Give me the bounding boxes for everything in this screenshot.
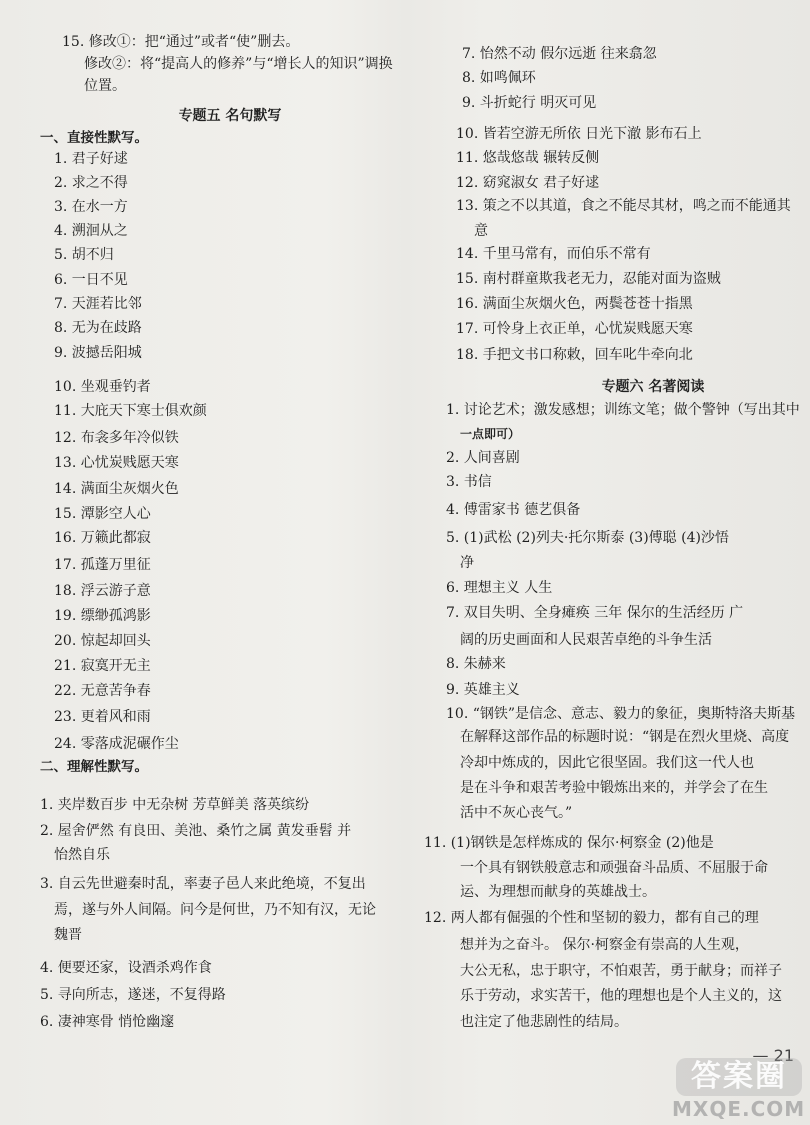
answer-line: 4. 溯洄从之 — [54, 223, 128, 239]
answer-line: 焉，遂与外人间隔。问今是何世，乃不知有汉，无论 — [54, 902, 376, 918]
answer-line: 14. 满面尘灰烟火色 — [54, 481, 179, 497]
answer-line: 一点即可） — [460, 427, 521, 441]
page-number: — 21 — [752, 1046, 794, 1065]
answer-line: 6. 一日不见 — [54, 272, 128, 288]
answer-line: 冷却中炼成的，因此它很坚固。我们这一代人也 — [460, 755, 754, 771]
answer-line: 3. 书信 — [446, 474, 492, 490]
answer-line: 净 — [460, 555, 474, 571]
answer-line: 20. 惊起却回头 — [54, 633, 151, 649]
answer-line: 魏晋 — [54, 927, 82, 943]
answer-line: 意 — [474, 223, 488, 239]
answer-line: 16. 满面尘灰烟火色，两鬓苍苍十指黑 — [456, 296, 693, 312]
answer-line: 运、为理想而献身的英雄战士。 — [460, 884, 656, 900]
answer-line: 15. 潭影空人心 — [54, 506, 151, 522]
answer-line: 9. 波撼岳阳城 — [54, 345, 142, 361]
answer-line: 12. 布衾多年冷似铁 — [54, 430, 179, 446]
answer-line: 18. 手把文书口称敕，回车叱牛牵向北 — [456, 347, 693, 363]
answer-line: 11. (1)钢铁是怎样炼成的 保尔·柯察金 (2)他是 — [424, 835, 714, 851]
right-column — [424, 0, 806, 1125]
answer-line: 12. 两人都有倔强的个性和坚韧的毅力，都有自己的理 — [424, 910, 759, 926]
answer-line: 21. 寂寞开无主 — [54, 658, 151, 674]
answer-line: 3. 自云先世避秦时乱，率妻子邑人来此绝境，不复出 — [40, 876, 366, 892]
answer-line: 乐于劳动，求实苦干，他的理想也是个人主义的，这 — [460, 988, 782, 1004]
answer-line: 想并为之奋斗。 保尔·柯察金有崇高的人生观， — [460, 937, 749, 953]
section-heading-topic-5: 专题五 名句默写 — [178, 108, 282, 124]
answer-line: 6. 凄神寒骨 悄怆幽邃 — [40, 1014, 175, 1030]
answer-line: 17. 可怜身上衣正单，心忧炭贱愿天寒 — [456, 321, 693, 337]
answer-line: 4. 傅雷家书 德艺俱备 — [446, 502, 581, 518]
answer-line: 5. 寻向所志，遂迷，不复得路 — [40, 987, 226, 1003]
answer-line: 16. 万籁此都寂 — [54, 530, 151, 546]
answer-line: 13. 心忧炭贱愿天寒 — [54, 455, 179, 471]
answer-line: 1. 讨论艺术；激发感想；训练文笔；做个警钟（写出其中 — [446, 402, 800, 418]
answer-line: 19. 缥缈孤鸿影 — [54, 608, 151, 624]
answer-line: 也注定了他悲剧性的结局。 — [460, 1014, 628, 1030]
answer-line: 13. 策之不以其道，食之不能尽其材，鸣之而不能通其 — [456, 198, 791, 214]
answer-line: 9. 斗折蛇行 明灭可见 — [462, 95, 597, 111]
answer-line: 18. 浮云游子意 — [54, 583, 151, 599]
answer-line: 2. 屋舍俨然 有良田、美池、桑竹之属 黄发垂髫 并 — [40, 823, 352, 839]
answer-line: 7. 怡然不动 假尔远逝 往来翕忽 — [462, 46, 657, 62]
answer-line: 4. 便要还家，设酒杀鸡作食 — [40, 960, 212, 976]
answer-line: 大公无私，忠于职守，不怕艰苦，勇于献身；而祥子 — [460, 963, 782, 979]
answer-line: 2. 求之不得 — [54, 175, 128, 191]
answer-line: 5. 胡不归 — [54, 247, 114, 263]
answer-line: 7. 天涯若比邻 — [54, 296, 142, 312]
answer-line: 一个具有钢铁般意志和顽强奋斗品质、不屈服于命 — [460, 860, 768, 876]
answer-line: 3. 在水一方 — [54, 199, 128, 215]
answer-line: 活中不灰心丧气。” — [460, 805, 573, 821]
answer-line: 12. 窈窕淑女 君子好逑 — [456, 175, 600, 191]
answer-line: 6. 理想主义 人生 — [446, 580, 553, 596]
section-heading-topic-6: 专题六 名著阅读 — [601, 379, 705, 395]
watermark-url: MXQE.COM — [672, 1097, 806, 1121]
answer-line: 在解释这部作品的标题时说：“钢是在烈火里烧、高度 — [460, 729, 790, 745]
answer-line: 10. 坐观垂钓者 — [54, 379, 151, 395]
answer-line: 是在斗争和艰苦考验中锻炼出来的，并学会了在生 — [460, 780, 768, 796]
answer-line: 8. 如鸣佩环 — [462, 70, 536, 86]
answer-line: 24. 零落成泥碾作尘 — [54, 736, 179, 752]
answer-line: 11. 悠哉悠哉 辗转反侧 — [456, 150, 600, 166]
answer-line: 22. 无意苦争春 — [54, 683, 151, 699]
answer-line: 1. 君子好逑 — [54, 151, 128, 167]
answer-line: 9. 英雄主义 — [446, 682, 520, 698]
answer-line: 阔的历史画面和人民艰苦卓绝的斗争生活 — [460, 632, 712, 648]
left-column — [40, 0, 420, 1125]
answer-line: 修改②：将“提高人的修养”与“增长人的知识”调换 — [84, 56, 393, 72]
answer-line: 11. 大庇天下寒士俱欢颜 — [54, 403, 207, 419]
watermark-logo — [672, 1058, 806, 1121]
answer-line: 10. “钢铁”是信念、意志、毅力的象征，奥斯特洛夫斯基 — [446, 706, 796, 722]
answer-line: 2. 人间喜剧 — [446, 450, 520, 466]
answer-line: 5. (1)武松 (2)列夫·托尔斯泰 (3)傅聪 (4)沙悟 — [446, 530, 729, 546]
answer-line: 8. 朱赫来 — [446, 656, 506, 672]
subsection-heading-comprehension: 二、理解性默写。 — [40, 759, 148, 775]
answer-line: 位置。 — [84, 78, 126, 94]
answer-line: 1. 夹岸数百步 中无杂树 芳草鲜美 落英缤纷 — [40, 797, 310, 813]
answer-line: 15. 南村群童欺我老无力，忍能对面为盗贼 — [456, 271, 721, 287]
watermark-logo-text: 答案圈 — [676, 1058, 802, 1096]
answer-line: 怡然自乐 — [54, 847, 110, 863]
answer-line: 10. 皆若空游无所依 日光下澈 影布石上 — [456, 126, 702, 142]
answer-line: 17. 孤蓬万里征 — [54, 557, 151, 573]
answer-line: 8. 无为在歧路 — [54, 320, 142, 336]
answer-line: 23. 更着风和雨 — [54, 709, 151, 725]
subsection-heading-direct: 一、直接性默写。 — [40, 130, 148, 146]
answer-line: 7. 双目失明、全身瘫痪 三年 保尔的生活经历 广 — [446, 605, 744, 621]
answer-line: 14. 千里马常有，而伯乐不常有 — [456, 246, 651, 262]
answer-line: 15. 修改①：把“通过”或者“使”删去。 — [62, 34, 300, 50]
